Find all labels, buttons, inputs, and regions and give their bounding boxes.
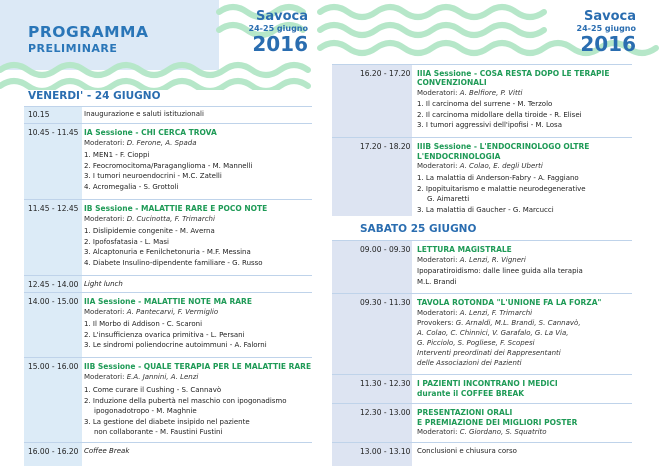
list-item: 3. I tumori aggressivi dell'ipofisi - M. Losa bbox=[417, 121, 562, 129]
time-slot: 17.20 - 18.20 bbox=[360, 142, 411, 151]
list-item: 3. La malattia di Gaucher - G. Marcucci bbox=[417, 205, 554, 214]
list-item: G. Aimaretti bbox=[427, 195, 470, 203]
notes: delle Associazioni dei Pazienti bbox=[417, 359, 522, 367]
session-title: IIA Sessione - MALATTIE NOTE MA RARE bbox=[84, 297, 252, 306]
moderators: Moderatori: A. Lenzi, F. Trimarchi bbox=[417, 309, 533, 317]
time-slot: 09.00 - 09.30 bbox=[360, 245, 411, 254]
session-title-cont: L'ENDOCRINOLOGIA bbox=[417, 152, 501, 161]
time-slot: 15.00 - 16.00 bbox=[28, 362, 79, 371]
session-items bbox=[84, 226, 263, 268]
session-items bbox=[417, 266, 583, 287]
time-slot: 13.00 - 13.10 bbox=[360, 447, 411, 456]
event-logo-left bbox=[230, 10, 308, 55]
day-label-friday: VENERDI' - 24 GIUGNO bbox=[28, 90, 161, 102]
time-slot: 16.20 - 17.20 bbox=[360, 69, 411, 78]
time-slot: 12.45 - 14.00 bbox=[28, 280, 79, 289]
moderators: Moderatori: A. Pantecarvi, F. Vermiglio bbox=[84, 308, 219, 316]
session-title: PRESENTAZIONI ORALI bbox=[417, 408, 513, 417]
page-title: PROGRAMMA bbox=[28, 23, 149, 41]
session-title: I PAZIENTI INCONTRANO I MEDICI bbox=[417, 379, 558, 388]
moderators: Moderatori: A. Colao, E. degli Uberti bbox=[417, 162, 543, 170]
time-slot: 11.30 - 12.30 bbox=[360, 379, 411, 388]
list-item: 1. La malattia di Anderson-Fabry - A. Faggiano bbox=[417, 174, 579, 182]
day-label-saturday: SABATO 25 GIUGNO bbox=[360, 223, 477, 235]
logo-year: 2016 bbox=[580, 32, 636, 56]
logo-city: Savoca bbox=[255, 9, 308, 24]
list-item: 2. Ipopituitarismo e malattie neurodegenerative bbox=[417, 184, 586, 193]
logo-year: 2016 bbox=[252, 32, 308, 56]
time-slot: 10.45 - 11.45 bbox=[28, 128, 79, 137]
list-item: M.L. Brandi bbox=[417, 277, 457, 286]
session-title: LETTURA MAGISTRALE bbox=[417, 245, 512, 254]
list-item: ipogonadotropo - M. Maghnie bbox=[94, 407, 197, 415]
list-item: 1. Il Morbo di Addison - C. Scaroni bbox=[84, 320, 203, 328]
moderators: Moderatori: D. Ferone, A. Spada bbox=[84, 139, 197, 147]
list-item: 2. Ipofosfatasia - L. Masi bbox=[84, 237, 170, 246]
logo-city: Savoca bbox=[583, 9, 636, 24]
list-item: 1. Dislipidemie congenite - M. Averna bbox=[84, 227, 215, 235]
time-slot: 16.00 - 16.20 bbox=[28, 447, 79, 456]
list-item: 1. MEN1 - F. Cioppi bbox=[84, 151, 150, 159]
session-text: Inaugurazione e saluti istituzionali bbox=[84, 110, 204, 118]
list-item: 4. Acromegalia - S. Grottoli bbox=[84, 182, 179, 191]
event-logo-right bbox=[556, 10, 636, 55]
session-items bbox=[417, 99, 582, 131]
session-text: Conclusioni e chiusura corso bbox=[417, 447, 517, 455]
session-items bbox=[84, 319, 267, 351]
session-title: IIIA Sessione - COSA RESTA DOPO LE TERAPIE bbox=[417, 69, 610, 78]
moderators: Moderatori: A. Lenzi, R. Vigneri bbox=[417, 256, 526, 264]
session-title-cont: CONVENZIONALI bbox=[417, 78, 487, 87]
list-item: 3. I tumori neuroendocrini - M.C. Zatelli bbox=[84, 172, 222, 180]
list-item: 2. Il carcinoma midollare della tiroide - R. Elisei bbox=[417, 110, 582, 119]
list-item: 3. Le sindromi poliendocrine autoimmuni - A. Falorni bbox=[84, 341, 267, 349]
provokers-cont: A. Colao, C. Chinnici, V. Garafalo, G. La Via, bbox=[417, 329, 569, 337]
session-title-cont: durante il COFFEE BREAK bbox=[417, 389, 525, 398]
time-slot: 12.30 - 13.00 bbox=[360, 408, 411, 417]
list-item: 1. Il carcinoma del surrene - M. Terzolo bbox=[417, 100, 553, 108]
session-title: TAVOLA ROTONDA "L'UNIONE FA LA FORZA" bbox=[417, 298, 602, 307]
list-item: 2. Induzione della pubertà nel maschio con ipogonadismo bbox=[84, 396, 287, 405]
session-text: Light lunch bbox=[84, 280, 123, 288]
session-title: IA Sessione - CHI CERCA TROVA bbox=[84, 128, 217, 137]
provokers-cont: G. Picciolo, S. Pogliese, F. Scopesi bbox=[417, 339, 535, 347]
list-item: 1. Come curare il Cushing - S. Cannavò bbox=[84, 386, 222, 394]
session-title: IB Sessione - MALATTIE RARE E POCO NOTE bbox=[84, 204, 268, 213]
list-item: 3. Alcaptonuria e Fenilchetonuria - M.F. Messina bbox=[84, 248, 251, 256]
time-slot: 10.15 bbox=[28, 110, 50, 119]
logo-dates: 24-25 giugno bbox=[576, 24, 636, 33]
session-items bbox=[84, 385, 287, 438]
time-slot: 14.00 - 15.00 bbox=[28, 297, 79, 306]
page-subtitle: PRELIMINARE bbox=[28, 42, 118, 55]
list-item: 3. La gestione del diabete insipido nel paziente bbox=[84, 417, 250, 426]
time-slot: 09.30 - 11.30 bbox=[360, 298, 411, 307]
list-item: 2. Feocromocitoma/Paraganglioma - M. Mannelli bbox=[84, 161, 253, 170]
list-item: 2. L'insufficienza ovarica primitiva - L. Persani bbox=[84, 330, 245, 339]
moderators: Moderatori: C. Giordano, S. Squatrito bbox=[417, 428, 547, 436]
provokers: Provokers: G. Arnaldi, M.L. Brandi, S. Cannavò, bbox=[417, 319, 581, 327]
session-title: IIIB Sessione - L'ENDOCRINOLOGO OLTRE bbox=[417, 142, 590, 151]
list-item: 4. Diabete Insulino-dipendente familiare - G. Russo bbox=[84, 258, 263, 267]
list-item: non collaborante - M. Faustini Fustini bbox=[94, 428, 223, 436]
session-title-cont: E PREMIAZIONE DEI MIGLIORI POSTER bbox=[417, 418, 578, 427]
moderators: Moderatori: E.A. Jannini, A. Lenzi bbox=[84, 373, 199, 381]
session-text: Coffee Break bbox=[84, 447, 130, 455]
list-item: Ipoparatiroidismo: dalle linee guida alla terapia bbox=[417, 267, 583, 275]
session-items bbox=[84, 150, 252, 192]
session-title: IIB Sessione - QUALE TERAPIA PER LE MALATTIE RARE bbox=[84, 362, 312, 371]
moderators: Moderatori: D. Cucinotta, F. Trimarchi bbox=[84, 215, 215, 223]
notes: Interventi preordinati dei Rappresentanti bbox=[417, 349, 561, 357]
session-items bbox=[417, 173, 586, 215]
time-column-right bbox=[332, 64, 412, 466]
time-slot: 11.45 - 12.45 bbox=[28, 204, 79, 213]
logo-dates: 24-25 giugno bbox=[248, 24, 308, 33]
moderators: Moderatori: A. Belfiore, P. Vitti bbox=[417, 89, 523, 97]
